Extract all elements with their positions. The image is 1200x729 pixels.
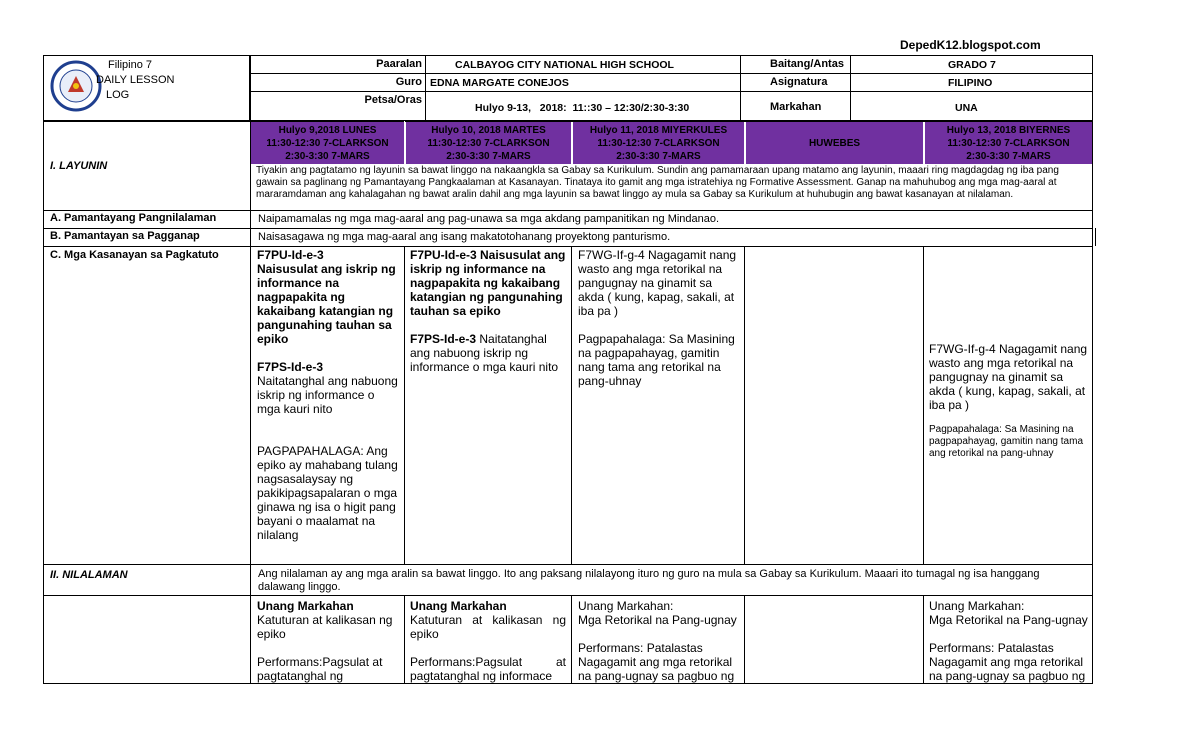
kasanayan-fri-text1: F7WG-If-g-4 Nagagamit nang wasto ang mga retorikal na pangugnay na ginamit sa akda ( kung, kapag, sakali, at iba pa ) xyxy=(929,342,1088,412)
day-fri-l1: Hulyo 13, 2018 BIYERNES xyxy=(946,125,1071,136)
nilalaman-mon-t1: Katuturan at kalikasan ng epiko xyxy=(257,613,393,641)
day-mon-l1: Hulyo 9,2018 LUNES xyxy=(278,125,377,136)
dll-title-line1: Filipino 7 xyxy=(108,59,153,71)
kasanayan-mon-head1: Naisusulat ang iskrip ng informance na nagpapakita ng kakaibang katangian ng pangunahing tauhan sa epiko xyxy=(257,262,396,346)
day-fri-l2: 11:30-12:30 7-CLARKSON xyxy=(947,138,1070,149)
day-header-thu xyxy=(746,122,923,164)
nilalaman-wed xyxy=(578,599,740,683)
pangnilalaman-text: Naipamamalas ng mga mag-aaral ang pag-unawa sa mga akdang pampanitikan ng Mindanao. xyxy=(258,213,720,225)
nilalaman-tue-t2: Performans:Pagsulat at pagtatanghal ng informace xyxy=(410,655,566,683)
nilalaman-tue-head: Unang Markahan xyxy=(410,599,507,613)
paaralan-label: Paaralan xyxy=(376,58,422,70)
layunin-label: I. LAYUNIN xyxy=(50,160,108,172)
kasanayan-mon xyxy=(257,248,400,542)
kasanayan-tue-text2: Naitatanghal ang nabuong iskrip ng informance o mga kauri nito xyxy=(410,332,559,374)
layunin-text: Tiyakin ang pagtatamo ng layunin sa bawat linggo na nakaangkla sa Gabay sa Kurikulum. Sundin ang pamamaraan upang matamo ang layunin, maaari ring magdagdag ng iba pang gawain sa paglinang ng Pamantayang Pangkaalaman at Kasanayan. Tinataya ito gamit ang mga istratehiya ng Formative Assessment. Ganap na mahuhubog ang mga mag-aaral at mararamdaman ang kahalagahan ng bawat aralin dahil ang mga layunin sa bawat linggo ay mula sa Gabay sa Kurikulum at huhubugin ang bawat kasanayan at nilalaman. xyxy=(256,165,1059,200)
nilalaman-wed-t0: Unang Markahan: xyxy=(578,599,674,613)
guro-label: Guro xyxy=(395,76,422,88)
baitang-label: Baitang/Antas xyxy=(770,58,844,70)
nilalaman-mon-t2: Performans:Pagsulat at pagtatanghal ng xyxy=(257,655,383,683)
day-header-mon xyxy=(251,122,404,164)
day-mon-l2: 11:30-12:30 7-CLARKSON xyxy=(266,138,389,149)
pagganap-label: B. Pamantayan sa Pagganap xyxy=(50,230,200,242)
nilalaman-label: II. NILALAMAN xyxy=(50,569,128,581)
nilalaman-fri xyxy=(929,599,1089,683)
day-mon-l3: 2:30-3:30 7-MARS xyxy=(285,151,370,162)
nilalaman-mon-head: Unang Markahan xyxy=(257,599,354,613)
guro-value: EDNA MARGATE CONEJOS xyxy=(430,77,569,89)
asignatura-value: FILIPINO xyxy=(948,77,993,89)
markahan-label: Markahan xyxy=(770,101,822,113)
day-header-fri xyxy=(925,122,1092,164)
kasanayan-mon-value: PAGPAPAHALAGA: Ang epiko ay mahabang tulang nagsasalaysay ng pakikipagsapalaran o mga ginawa ng isa o higit pang bayani o maalamat na nilalang xyxy=(257,444,398,542)
nilalaman-tue xyxy=(410,599,566,683)
day-header-wed xyxy=(573,122,744,164)
dll-title-line2: DAILY LESSON xyxy=(96,74,175,86)
nilalaman-wed-t1: Mga Retorikal na Pang-ugnay xyxy=(578,613,737,627)
nilalaman-fri-t1: Mga Retorikal na Pang-ugnay xyxy=(929,613,1088,627)
kasanayan-tue xyxy=(410,248,568,374)
nilalaman-fri-t2: Performans: Patalastas Nagagamit ang mga retorikal na pang-ugnay sa pagbuo ng xyxy=(929,641,1086,683)
nilalaman-mon xyxy=(257,599,400,683)
pangnilalaman-label: A. Pamantayang Pangnilalaman xyxy=(50,212,217,224)
day-tue-l2: 11:30-12:30 7-CLARKSON xyxy=(427,138,550,149)
kasanayan-tue-code2: F7PS-Id-e-3 xyxy=(410,332,477,346)
nilalaman-fri-t0: Unang Markahan: xyxy=(929,599,1025,613)
nilalaman-tue-t1: Katuturan at kalikasan ng epiko xyxy=(410,613,566,641)
deped-seal-icon xyxy=(50,60,102,112)
kasanayan-mon-code2: F7PS-Id-e-3 xyxy=(257,360,324,374)
day-header-tue xyxy=(406,122,571,164)
kasanayan-mon-code1: F7PU-Id-e-3 xyxy=(257,248,324,262)
day-thu-l1: HUWEBES xyxy=(808,138,861,149)
kasanayan-fri xyxy=(929,342,1089,460)
day-wed-l2: 11:30-12:30 7-CLARKSON xyxy=(597,138,720,149)
kasanayan-wed-text2: Pagpapahalaga: Sa Masining na pagpapahayag, gamitin nang tama ang retorikal na pang-uhnay xyxy=(578,332,735,388)
paaralan-value: CALBAYOG CITY NATIONAL HIGH SCHOOL xyxy=(455,59,674,71)
baitang-value: GRADO 7 xyxy=(948,59,996,71)
markahan-value: UNA xyxy=(955,102,978,114)
petsa-label: Petsa/Oras xyxy=(364,94,422,106)
day-fri-l3: 2:30-3:30 7-MARS xyxy=(966,151,1051,162)
kasanayan-mon-text2: Naitatanghal ang nabuong iskrip ng informance o mga kauri nito xyxy=(257,374,398,416)
kasanayan-tue-head1: F7PU-Id-e-3 Naisusulat ang iskrip ng informance na nagpapakita ng kakaibang katangian ng pangunahing tauhan sa epiko xyxy=(410,248,566,318)
petsa-value: Hulyo 9-13, 2018: 11::30 – 12:30/2:30-3:30 xyxy=(475,102,690,114)
nilalaman-text: Ang nilalaman ay ang mga aralin sa bawat linggo. Ito ang paksang nilalayong ituro ng guro na mula sa Gabay sa Kurikulum. Maaari ito tumagal ng isa hanggang dalawang linggo. xyxy=(258,568,1040,593)
nilalaman-wed-t2: Performans: Patalastas Nagagamit ang mga retorikal na pang-ugnay sa pagbuo ng xyxy=(578,641,735,683)
watermark: DepedK12.blogspot.com xyxy=(900,38,1041,52)
asignatura-label: Asignatura xyxy=(770,76,828,88)
kasanayan-fri-text2: Pagpapahalaga: Sa Masining na pagpapahayag, gamitin nang tama ang retorikal na pang-uhnay xyxy=(929,424,1084,459)
dll-title xyxy=(96,58,186,103)
kasanayan-wed-text1: F7WG-If-g-4 Nagagamit nang wasto ang mga retorikal na pangugnay na ginamit sa akda ( kung, kapag, sakali, at iba pa ) xyxy=(578,248,737,318)
day-tue-l1: Hulyo 10, 2018 MARTES xyxy=(431,125,546,136)
kasanayan-label: C. Mga Kasanayan sa Pagkatuto xyxy=(50,249,219,261)
day-tue-l3: 2:30-3:30 7-MARS xyxy=(446,151,531,162)
day-wed-l1: Hulyo 11, 2018 MIYERKULES xyxy=(589,125,728,136)
kasanayan-wed xyxy=(578,248,740,388)
dll-title-line3: LOG xyxy=(106,89,130,101)
day-wed-l3: 2:30-3:30 7-MARS xyxy=(616,151,701,162)
pagganap-text: Naisasagawa ng mga mag-aaral ang isang makatotohanang proyektong panturismo. xyxy=(258,231,671,243)
